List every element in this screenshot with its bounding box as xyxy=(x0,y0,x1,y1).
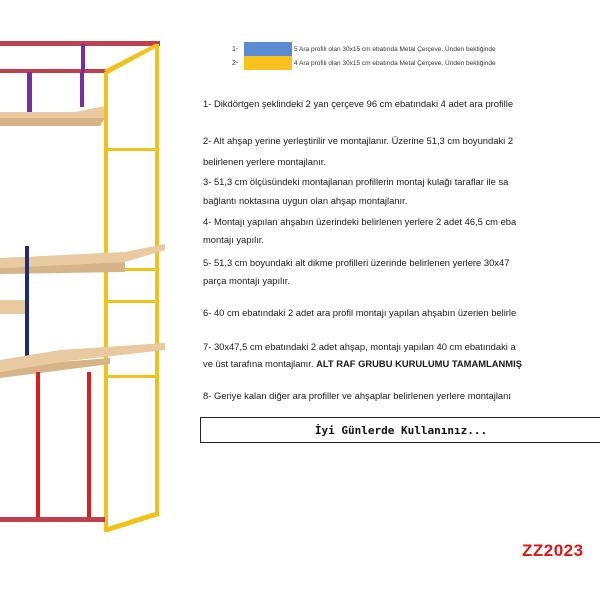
step-line-7b xyxy=(203,357,600,371)
step-line: montajı yapılır. xyxy=(203,234,264,245)
frame-yellow-top xyxy=(104,44,159,74)
step-3 xyxy=(203,175,600,208)
step-7 xyxy=(203,340,600,371)
legend-text: 4 Ara profili olan 30x15 cm ebatında Metal Çerçeve. Ünden bektiğinde xyxy=(294,59,496,67)
legend-row-1 xyxy=(232,42,496,56)
step-1 xyxy=(203,97,600,111)
frame-top-red xyxy=(0,41,160,46)
legend-number: 2- xyxy=(232,59,239,67)
legend-swatch-blue xyxy=(244,42,292,56)
legend-row-2 xyxy=(232,56,496,70)
step-5 xyxy=(203,256,600,288)
frame-yellow-rail-4 xyxy=(108,375,155,378)
post-red-2 xyxy=(87,372,91,520)
frame-yellow-right-post xyxy=(155,44,159,516)
step-line: bağlantı noktasına uygun olan ahşap montajlanır. xyxy=(203,195,408,206)
frame-yellow-bottom xyxy=(104,512,159,532)
legend-text: 5 Ara profili olan 30x15 cm ebatında Metal Çerçeve. Ünden bektiğinde xyxy=(294,45,496,53)
step-4 xyxy=(203,215,600,247)
frame-yellow-rail-3 xyxy=(108,300,155,303)
frame-yellow-left-post xyxy=(104,72,108,532)
frame-top-red-2 xyxy=(0,69,110,73)
frame-bottom-red xyxy=(0,517,105,522)
step-8 xyxy=(203,389,600,403)
step-line: 2- Alt ahşap yerine yerleştirilir ve montajlanır. Üzerine 51,3 cm boyundaki 2 xyxy=(203,135,514,146)
step-bold-text: ALT RAF GRUBU KURULUMU TAMAMLANMIŞ xyxy=(316,358,522,369)
step-line: belirlenen yerlere montajlanır. xyxy=(203,156,326,167)
product-code: ZZ2023 xyxy=(522,541,584,560)
step-line: 3- 51,3 cm ölçüsündeki montajlanan profillerin montaj kulağı taraflar ile sa xyxy=(203,176,509,187)
step-line: 1- Dikdörtgen şeklindeki 2 yan çerçeve 96 cm ebatındaki 4 adet ara profille xyxy=(203,98,514,109)
shelf-assembly-drawing xyxy=(0,0,200,600)
post-purple-3 xyxy=(80,72,84,107)
frame-yellow-rail-1 xyxy=(108,148,155,151)
legend-number: 1- xyxy=(232,45,239,53)
wood-shelf-top-side xyxy=(0,118,105,126)
step-6 xyxy=(203,306,600,320)
wood-shelf-small xyxy=(0,300,25,314)
step-line: 4- Montajı yapılan ahşabın üzerindeki belirlenen yerlere 2 adet 46,5 cm eba xyxy=(203,216,517,227)
step-2 xyxy=(203,134,600,169)
wood-shelf-top xyxy=(0,106,105,118)
post-purple-2 xyxy=(27,72,32,112)
step-line: parça montajı yapılır. xyxy=(203,275,291,286)
step-text: ve üst tarafına montajlanır. xyxy=(203,358,314,369)
wood-shelf-lower xyxy=(0,343,165,372)
closing-text: İyi Günlerde Kullanınız... xyxy=(314,423,488,437)
step-line: 7- 30x47,5 cm ebatındaki 2 adet ahşap, montajı yapılan 40 cm ebatındaki a xyxy=(203,341,516,352)
post-purple-1 xyxy=(81,44,85,72)
step-line: 5- 51,3 cm boyundaki alt dikme profilleri üzerinde belirlenen yerlere 30x47 xyxy=(203,257,510,268)
post-navy xyxy=(25,246,29,366)
post-red-1 xyxy=(36,372,40,520)
step-line: 8- Geriye kalan diğer ara profiller ve ahşaplar belirlenen yerlere montajlanı xyxy=(203,390,511,401)
closing-box xyxy=(200,417,600,443)
legend-swatch-yellow xyxy=(244,56,292,70)
step-line: 6- 40 cm ebatındaki 2 adet ara profil montajı yapılan ahşabın üzerien belirle xyxy=(203,307,517,318)
